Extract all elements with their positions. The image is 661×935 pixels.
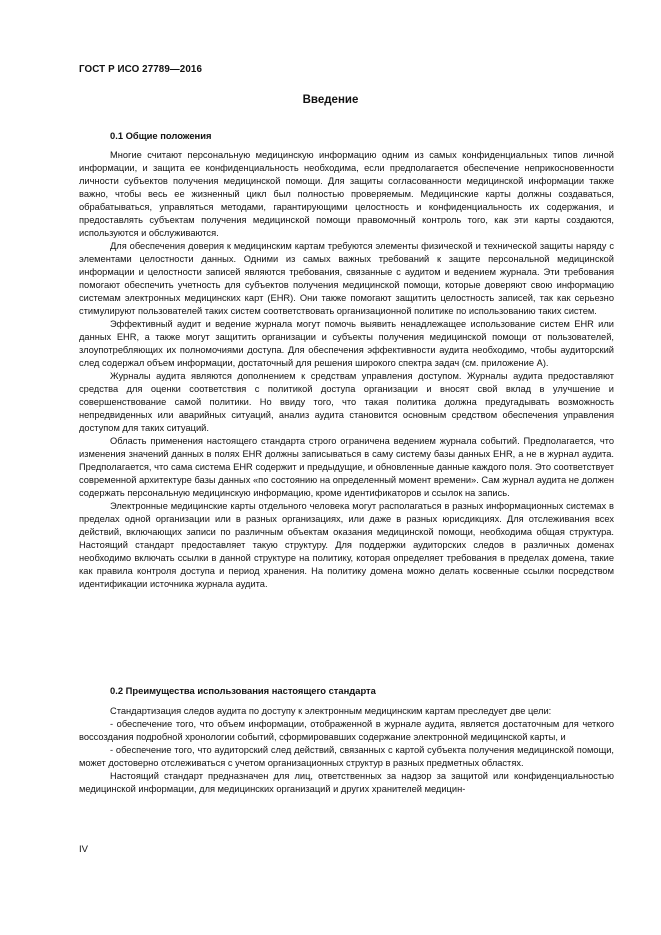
standard-designation: ГОСТ Р ИСО 27789—2016 xyxy=(79,64,202,75)
paragraph: Эффективный аудит и ведение журнала могут помочь выявить ненадлежащее использование систем EHR или данных EHR, а также могут защитить организации и субъекты получения медицинской помощи от пользователей, злоупотребляющих их полномочиями доступа. Для обеспечения эффективности аудита необходимо, чтобы аудиторский след содержал объем информации, достаточный для решения широкого спектра задач (см. приложение А). xyxy=(79,319,614,368)
list-item: - обеспечение того, что аудиторский след действий, связанных с картой субъекта получения медицинской помощи, может достоверно отслеживаться с учетом организационных структур в разных предметных областях. xyxy=(79,745,614,768)
section-1-heading-block xyxy=(79,129,614,142)
paragraph: Электронные медицинские карты отдельного человека могут располагаться в разных информационных системах в пределах одной организации или в разных организациях, или даже в разных юрисдикциях. Для отслеживания всех действий, включающих записи по различным объектам оказания медицинской помощи, необходима общая структура. Настоящий стандарт предоставляет такую структуру. Для поддержки аудиторских следов в различных доменах необходимо включать ссылки в данной структуре на политику, которая определяет требования в пределах домена, такие как правила контроля доступа и период хранения. На политику домена можно делать косвенные ссылки посредством идентификации источника журнала аудита. xyxy=(79,501,614,589)
paragraph: Стандартизация следов аудита по доступу к электронным медицинским картам преследует две цели: xyxy=(110,706,552,716)
page-title: Введение xyxy=(302,94,359,106)
paragraph: Многие считают персональную медицинскую информацию одним из самых конфиденциальных типов личной информации, и защита ее конфиденциальность необходима, если предполагается обеспечение неприкосновенности личности субъектов получения медицинской помощи. Для защиты согласованности медицинской информации также важно, чтобы весь ее жизненный цикл был полностью проверяемым. Медицинские карты должны создаваться, обрабатываться, управляться методами, гарантирующими целостность и конфиденциальность их содержания, и предоставлять субъектам получения медицинской помощи правомочный контроль того, как эти карты создаются, используются и обслуживаются. xyxy=(79,150,614,238)
list-item: - обеспечение того, что объем информации, отображенной в журнале аудита, является достаточным для четкого воссоздания подробной хронологии событий, сформировавших содержание электронной медицинской карты, и xyxy=(79,719,614,742)
paragraph: Область применения настоящего стандарта строго ограничена ведением журнала событий. Предполагается, что изменения значений данных в полях EHR должны записываться в саму систему базы данных EHR, а не в журнал аудита. Предполагается, что сама система EHR содержит и предыдущие, и обновленные данные каждого поля. Это соответствует современной архитектуре базы данных «по состоянию на определенный момент времени». Сам журнал аудита не должен содержать персональную медицинскую информацию, кроме идентификаторов и ссылок на запись. xyxy=(79,436,614,498)
section-1-body xyxy=(79,149,614,591)
paragraph: Настоящий стандарт предназначен для лиц, ответственных за надзор за защитой или конфиденциальностью медицинской информации, для медицинских организаций и других хранителей медицин- xyxy=(79,771,614,794)
section-2-heading-block xyxy=(79,684,614,697)
paragraph: Для обеспечения доверия к медицинским картам требуются элементы физической и технической защиты наряду с элементами целостности данных. Одними из самых важных требований к защите персональной медицинской информации и целостности записей являются требования, связанные с аудитом и ведением журнала. Эти требования помогают обеспечить учетность для субъектов получения медицинской помощи, которые доверяют свою информацию системам электронных медицинских карт (EHR). Они также помогают защитить целостность записей, так как серьезно стимулируют пользователей таких систем соответствовать организационной политике по использованию таких систем. xyxy=(79,241,614,316)
section-2-heading: 0.2 Преимущества использования настоящего стандарта xyxy=(110,685,376,696)
section-1-heading: 0.1 Общие положения xyxy=(110,130,212,141)
paragraph: Журналы аудита являются дополнением к средствам управления доступом. Журналы аудита предоставляют средства для оценки соответствия с политикой доступа организации и вносят свой вклад в улучшение и совершенствование самой политики. Но ввиду того, что такая политика должна предугадывать возможность непредвиденных или аварийных ситуаций, анализ аудита становится основным средством обеспечения управления доступом для таких ситуаций. xyxy=(79,371,614,433)
page-number: IV xyxy=(79,844,88,855)
section-2-body xyxy=(79,705,614,796)
